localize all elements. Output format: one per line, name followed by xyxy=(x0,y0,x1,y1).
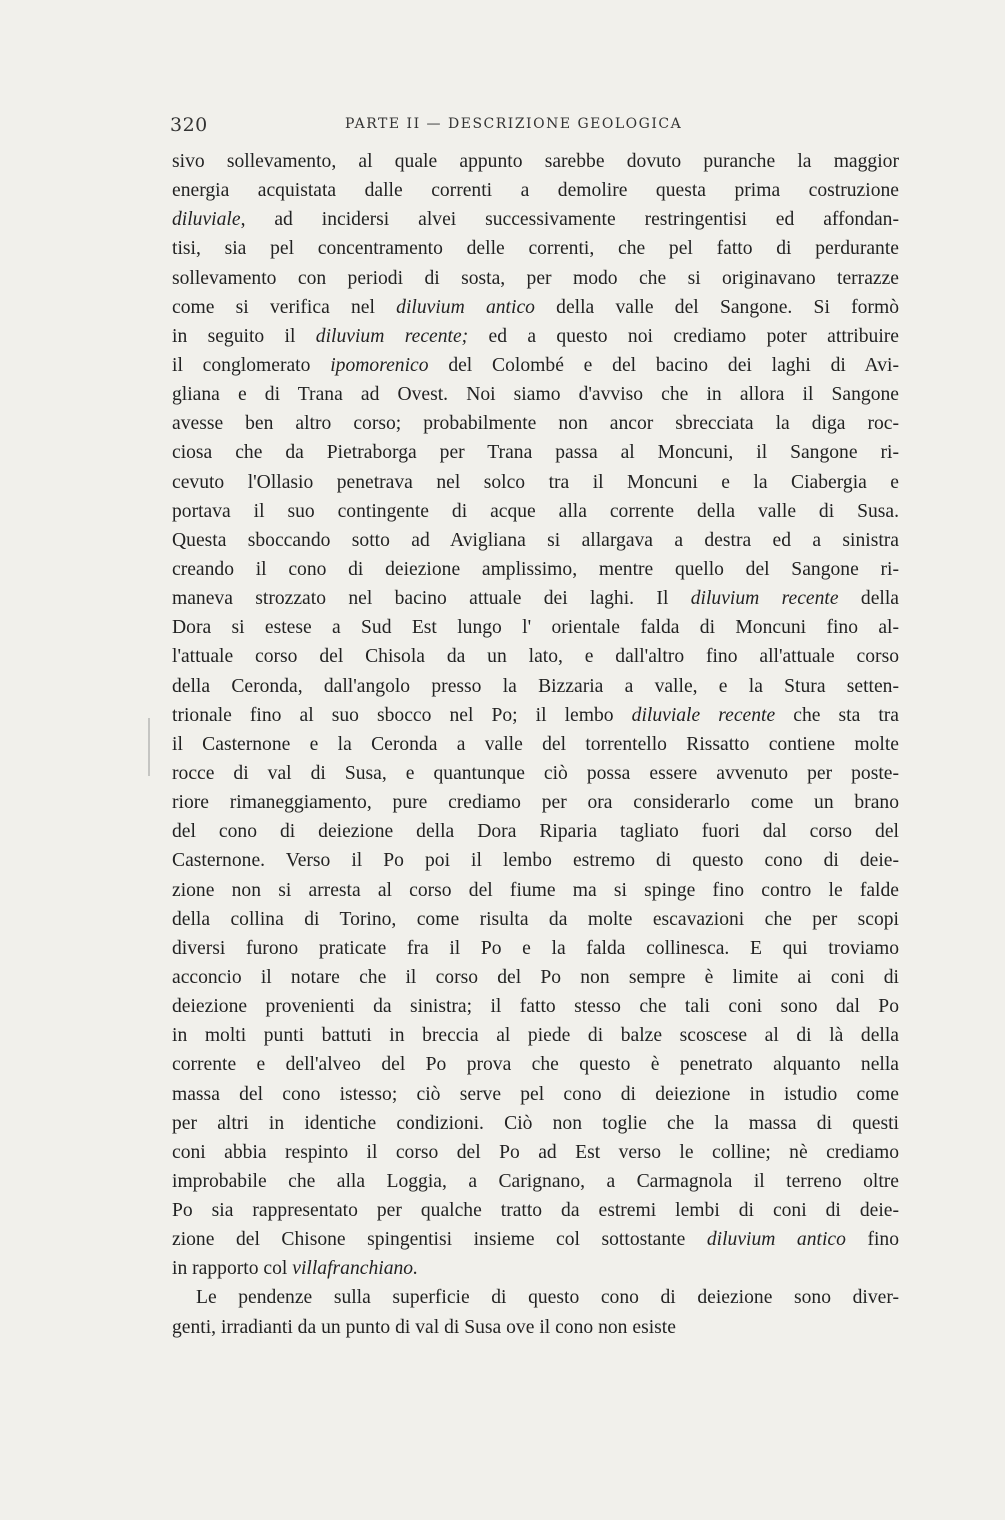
text-line xyxy=(172,584,899,613)
text-segment: riore rimaneggiamento, pure crediamo per ora considerarlo come un brano xyxy=(172,792,899,814)
text-line xyxy=(172,234,899,263)
text-segment: che sta tra xyxy=(775,704,899,726)
text-segment: rocce di val di Susa, e quantunque ciò possa essere avvenuto per poste- xyxy=(172,762,899,784)
text-line xyxy=(172,613,899,642)
text-segment: maneva strozzato nel bacino attuale dei laghi. Il xyxy=(172,588,691,610)
running-head: PARTE II — DESCRIZIONE GEOLOGICA xyxy=(345,116,683,132)
text-line xyxy=(172,147,899,176)
text-segment: zione non si arresta al corso del fiume ma si spinge fino contro le falde xyxy=(172,879,899,901)
text-line xyxy=(172,322,899,351)
text-segment: in molti punti battuti in breccia al piede di balze scoscese al di là della xyxy=(172,1025,899,1047)
text-segment: deiezione provenienti da sinistra; il fatto stesso che tali coni sono dal Po xyxy=(172,996,899,1018)
italic-term: diluvium antico xyxy=(396,296,535,318)
text-segment: come si verifica nel xyxy=(172,296,397,318)
text-segment: diversi furono praticate fra il Po e la falda collinesca. E qui troviamo xyxy=(172,937,899,959)
text-line xyxy=(172,380,899,409)
text-line xyxy=(172,846,899,875)
text-segment: , ad incidersi alvei successivamente restringentisi ed affondan- xyxy=(240,209,899,231)
italic-term: diluviale recente xyxy=(631,704,776,726)
text-segment: gliana e di Trana ad Ovest. Noi siamo d'avviso che in allora il Sangone xyxy=(172,384,899,406)
text-line xyxy=(172,264,899,293)
text-segment: zione del Chisone spingentisi insieme col sottostante xyxy=(172,1229,707,1251)
text-segment: della xyxy=(838,588,899,610)
text-line xyxy=(172,1021,899,1050)
text-line xyxy=(172,1283,899,1312)
text-segment: coni abbia respinto il corso del Po ad Est verso le colline; nè crediamo xyxy=(172,1141,899,1163)
text-line xyxy=(172,526,899,555)
italic-term: ipomorenico xyxy=(330,354,429,376)
page-number: 320 xyxy=(170,114,208,136)
text-line xyxy=(172,351,899,380)
text-segment: l'attuale corso del Chisola da un lato, e dall'altro fino all'attuale corso xyxy=(172,646,899,668)
text-line xyxy=(172,555,899,584)
italic-term: diluvium antico xyxy=(706,1229,846,1251)
text-segment: in seguito il xyxy=(172,325,316,347)
text-segment: creando il cono di deiezione amplissimo, mentre quello del Sangone ri- xyxy=(172,558,899,580)
text-segment: della collina di Torino, come risulta da molte escavazioni che per scopi xyxy=(172,908,899,930)
text-line xyxy=(172,788,899,817)
text-segment: acconcio il notare che il corso del Po non sempre è limite ai coni di xyxy=(172,966,899,988)
text-line xyxy=(172,672,899,701)
text-line xyxy=(172,1109,899,1138)
text-line xyxy=(172,293,899,322)
margin-mark xyxy=(148,718,156,776)
text-segment: fino xyxy=(845,1229,900,1251)
text-line xyxy=(172,642,899,671)
text-segment: improbabile che alla Loggia, a Carignano, a Carmagnola il terreno oltre xyxy=(172,1170,899,1192)
text-segment: tisi, sia pel concentramento delle correnti, che pel fatto di perdurante xyxy=(172,238,899,260)
body-text xyxy=(172,147,899,1342)
text-segment: sivo sollevamento, al quale appunto sarebbe dovuto puranche la maggior xyxy=(172,151,899,172)
text-line xyxy=(172,817,899,846)
text-segment: ed a questo noi crediamo poter attribuire xyxy=(468,325,899,347)
text-line xyxy=(172,1050,899,1079)
text-line xyxy=(172,1196,899,1225)
page-header xyxy=(170,114,900,144)
text-segment: energia acquistata dalle correnti a demolire questa prima costruzione xyxy=(172,180,899,202)
text-line xyxy=(172,730,899,759)
text-line xyxy=(172,963,899,992)
text-line xyxy=(172,1254,899,1283)
text-line xyxy=(172,176,899,205)
text-segment: corrente e dell'alveo del Po prova che questo è penetrato alquanto nella xyxy=(172,1054,899,1076)
text-line xyxy=(172,992,899,1021)
text-line xyxy=(172,934,899,963)
text-segment: del Colombé e del bacino dei laghi di Avi- xyxy=(428,354,899,376)
text-line xyxy=(172,701,899,730)
text-line xyxy=(172,1313,899,1342)
italic-term: diluvium recente; xyxy=(315,325,469,347)
text-line xyxy=(172,205,899,234)
text-segment: trionale fino al suo sbocco nel Po; il lembo xyxy=(172,704,632,726)
text-segment: Casternone. Verso il Po poi il lembo estremo di questo cono di deie- xyxy=(172,850,899,872)
text-segment: portava il suo contingente di acque alla corrente della valle di Susa. xyxy=(172,500,899,522)
italic-term: villafranchiano. xyxy=(292,1258,418,1280)
text-segment: Po sia rappresentato per qualche tratto da estremi lembi di coni di deie- xyxy=(172,1200,899,1222)
text-line xyxy=(172,1138,899,1167)
text-line xyxy=(172,876,899,905)
text-segment: il conglomerato xyxy=(172,354,331,376)
text-segment: sollevamento con periodi di sosta, per modo che si originavano terrazze xyxy=(172,267,899,289)
text-line xyxy=(172,1167,899,1196)
text-segment: in rapporto col xyxy=(172,1258,293,1280)
text-segment: della valle del Sangone. Si formò xyxy=(534,296,899,318)
text-line xyxy=(172,1080,899,1109)
italic-term: diluvium recente xyxy=(690,588,839,610)
text-segment: per altri in identiche condizioni. Ciò non toglie che la massa di questi xyxy=(172,1112,899,1134)
text-line xyxy=(172,468,899,497)
text-segment: della Ceronda, dall'angolo presso la Bizzaria a valle, e la Stura setten- xyxy=(172,675,899,697)
text-segment: massa del cono istesso; ciò serve pel cono di deiezione in istudio come xyxy=(172,1083,899,1105)
text-segment: ciosa che da Pietraborga per Trana passa al Moncuni, il Sangone ri- xyxy=(172,442,899,464)
text-line xyxy=(172,759,899,788)
text-segment: avesse ben altro corso; probabilmente non ancor sbrecciata la diga roc- xyxy=(172,413,899,435)
text-segment: il Casternone e la Ceronda a valle del torrentello Rissatto contiene molte xyxy=(172,733,899,755)
italic-term: diluviale xyxy=(172,209,241,231)
text-line xyxy=(172,409,899,438)
text-segment: Questa sboccando sotto ad Avigliana si allargava a destra ed a sinistra xyxy=(172,529,899,551)
text-line xyxy=(172,438,899,467)
text-segment: cevuto l'Ollasio penetrava nel solco tra il Moncuni e la Ciabergia e xyxy=(172,471,899,493)
text-line xyxy=(172,905,899,934)
text-line xyxy=(172,497,899,526)
text-line xyxy=(172,1225,899,1254)
text-segment: genti, irradianti da un punto di val di Susa ove il cono non esiste xyxy=(172,1316,676,1338)
text-segment: del cono di deiezione della Dora Riparia tagliato fuori dal corso del xyxy=(172,821,899,843)
text-segment: Dora si estese a Sud Est lungo l' orientale falda di Moncuni fino al- xyxy=(172,617,899,639)
text-segment: Le pendenze sulla superficie di questo cono di deiezione sono diver- xyxy=(196,1287,899,1309)
